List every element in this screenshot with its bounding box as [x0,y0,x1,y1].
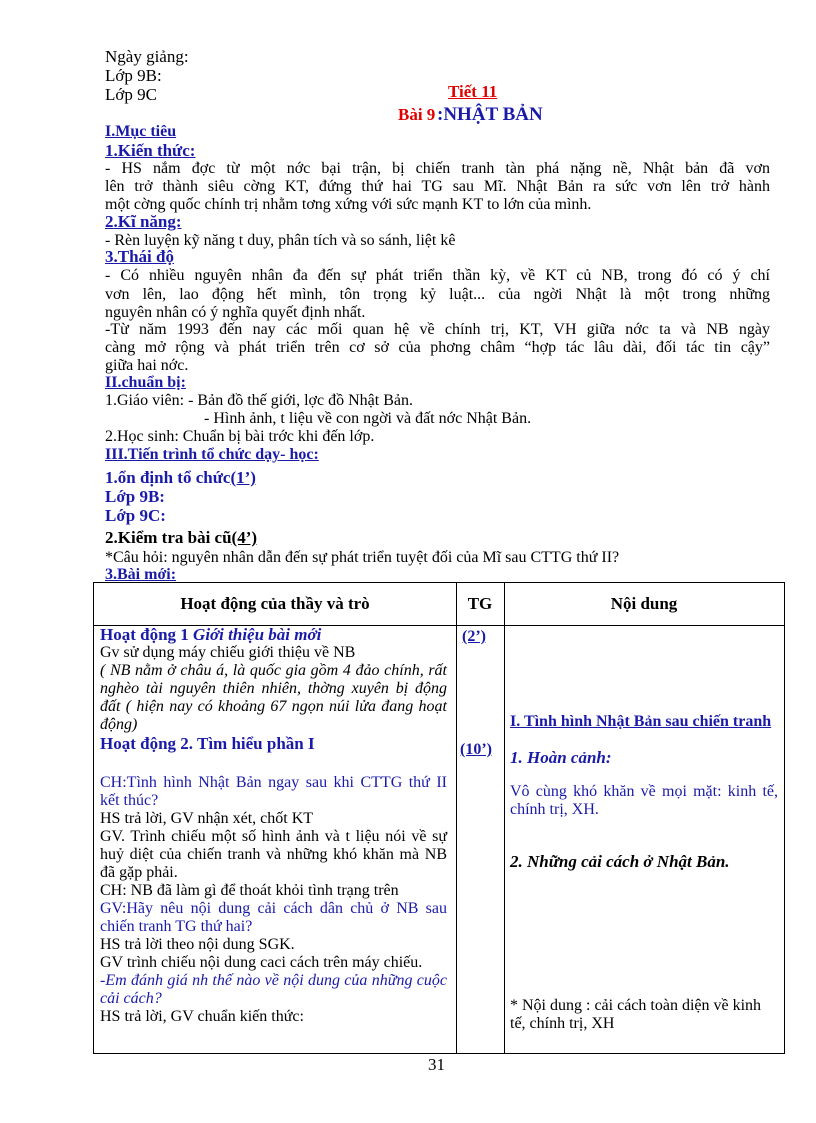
org-time: (1’) [230,468,256,487]
teacher-question-2: GV:Hãy nêu nội dung cải cách dân chủ ở NB sau chiến tranh TG thứ hai? [100,900,447,935]
teacher-prep-line-1: 1.Giáo viên: - Bản đồ thế giới, lợc đồ Nhật Bản. [105,392,413,409]
content-heading: I. Tình hình Nhật Bản sau chiến tranh [510,713,772,730]
header-content: Nội dung [610,594,678,613]
section-process-heading: III.Tiến trình tổ chức dạy- học: [105,446,319,463]
lesson-title: :NHẬT BẢN [437,104,543,125]
content-subheading-1: 1. Hoàn cảnh: [510,748,612,767]
period-title: Tiết 11 [448,82,498,101]
table-divider [504,583,505,1053]
content-text-2: * Nội dung : cải cách toàn diện về kinh tế, chính trị, XH [510,997,762,1032]
knowledge-line-2: lên trở thành siêu cờng KT, đứng thứ hai TG sau Mĩ. Nhật Bản ra sức vơn lên trở hành [105,178,770,195]
question-1: CH:Tình hình Nhật Bản ngay sau khi CTTG thứ II kết thúc? [100,774,447,809]
activity-1-title: Hoạt động 1 Giới thiệu bài mới [100,625,322,644]
time-activity-1: (2’) [462,628,486,645]
teacher-prep-line-2: - Hình ảnh, t liệu về con ngời và đất nớc Nhật Bản. [204,410,532,427]
activities-cell [100,625,447,1026]
attitude-line-6: giữa hai nớc. [105,357,189,374]
knowledge-line-3: một cờng quốc chính trị nhằm tơng xứng với sức mạnh KT to lớn của mình. [105,196,592,213]
activity-1-note: ( NB nằm ở châu á, là quốc gia gồm 4 đảo chính, rất nghèo tài nguyên thiên nhiên, thờng xuyên bị động đất ( hiện nay có khoảng 67 ngọn núi lửa đang hoạt động) [100,662,447,733]
review-time: (4’) [231,528,258,547]
lesson-number: Bài 9 [398,105,436,124]
org-heading: 1.ổn định tổ chức(1’) [105,468,256,487]
attitude-line-1: - Có nhiều nguyên nhân đa đến sự phát triển thần kỳ, về KT củ NB, trong đó có ý chí [105,267,770,284]
teacher-note-2: GV trình chiếu nội dung caci cách trên máy chiếu. [100,954,423,971]
new-lesson-heading: 3.Bài mới: [105,566,177,583]
attitude-heading: 3.Thái độ [105,247,174,266]
attitude-line-4: -Từ năm 1993 đến nay các mối quan hệ về chính trị, KT, VH giữa nớc ta và NB ngày [105,321,770,338]
answer-3: HS trả lời, GV chuẩn kiến thức: [100,1008,304,1025]
lesson-table [93,582,785,1054]
answer-2: HS trả lời theo nội dung SGK. [100,936,295,953]
page-number: 31 [428,1055,445,1074]
content-subheading-2: 2. Những cải cách ở Nhật Bản. [510,852,730,871]
skills-heading: 2.Kĩ năng: [105,212,182,231]
knowledge-heading: 1.Kiến thức: [105,141,196,160]
date-label: Ngày giảng: [105,47,189,66]
header-time: TG [467,594,493,613]
activity-2-title: Hoạt động 2. Tìm hiểu phần I [100,734,315,753]
attitude-line-2: vơn lên, lao động hết mình, tôn trọng kỷ luật... của ngời Nhật là một trong những [105,286,770,303]
content-text-1: Vô cùng khó khăn về mọi mặt: kinh tế, chính trị, XH. [510,783,778,818]
class-9b-label: Lớp 9B: [105,66,162,85]
question-2: CH: NB đã làm gì để thoát khỏi tình trạng trên [100,882,399,899]
header-activities: Hoạt động của thầy và trò [180,594,370,613]
review-question: *Câu hỏi: nguyên nhân dẫn đến sự phát triển tuyệt đối của Mĩ sau CTTG thứ II? [105,549,620,566]
time-activity-2: (10’) [460,741,492,758]
table-divider [456,583,457,1053]
review-heading: 2.Kiểm tra bài cũ(4’) [105,528,258,547]
activity-1-line-1: Gv sử dụng máy chiếu giới thiệu về NB [100,644,356,661]
class-9c-label: Lớp 9C [105,85,157,104]
skills-text: - Rèn luyện kỹ năng t duy, phân tích và so sánh, liệt kê [105,232,456,249]
org-class-9b: Lớp 9B: [105,487,165,506]
question-3: -Em đánh giá nh thế nào về nội dung của những cuộc cải cách? [100,972,447,1007]
attitude-line-5: càng mở rộng và phát triển trên cơ sở của phơng châm “hợp tác lâu dài, đối tác tin cậy” [105,339,770,356]
teacher-note-1: GV. Trình chiếu một số hình ảnh và t liệu nói về sự huỷ diệt của chiến tranh và những khó khăn mà NB đã gặp phải. [100,828,447,881]
student-prep: 2.Học sinh: Chuẩn bị bài trớc khi đến lớp. [105,428,375,445]
section-objectives-heading: I.Mục tiêu [105,123,177,140]
knowledge-line-1: - HS nắm đợc từ một nớc bại trận, bị chiến tranh tàn phá nặng nề, Nhật bản đã vơn [105,160,770,177]
answer-1: HS trả lời, GV nhận xét, chốt KT [100,810,314,827]
attitude-line-3: nguyên nhân có ý nghĩa quyết định nhất. [105,304,366,321]
org-class-9c: Lớp 9C: [105,506,166,525]
section-preparation-heading: II.chuẩn bị: [105,374,186,391]
